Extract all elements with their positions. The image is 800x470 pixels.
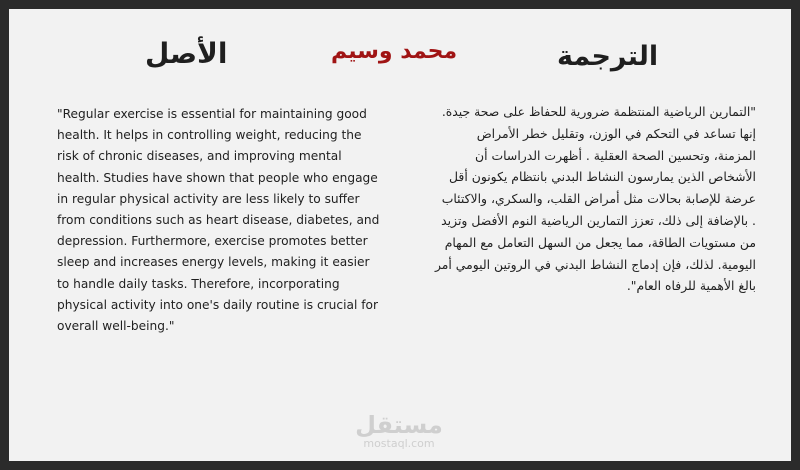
watermark-arabic: مستقل — [355, 411, 443, 439]
translation-heading: الترجمة — [557, 41, 659, 72]
author-name: محمد وسيم — [331, 39, 458, 64]
watermark-latin: mostaql.com — [363, 437, 435, 450]
original-text: "Regular exercise is essential for maintaining good health. It helps in controlling weight, reducing the risk of chronic diseases, and improving mental health. Studies have shown that people who engage in regular physical activity are less likely to suffer from conditions such as heart disease, diabetes, and depression. Furthermore, exercise promotes better sleep and increases energy levels, making it easier to handle daily tasks. Therefore, incorporating physical activity into one's daily routine is crucial for overall well-being." — [57, 107, 380, 334]
translated-text: "التمارين الرياضية المنتظمة ضرورية للحفاظ على صحة جيدة. إنها تساعد في التحكم في الوزن، وتقليل خطر الأمراض المزمنة، وتحسين الصحة العقلية . أظهرت الدراسات أن الأشخاص الذين يمارسون النشاط البدني بانتظام يكونون أقل عرضة للإصابة بحالات مثل أمراض القلب، والسكري، والاكتئاب . بالإضافة إلى ذلك، تعزز التمارين الرياضية النوم الأفضل وتزيد من مستويات الطاقة، مما يجعل من السهل التعامل مع المهام اليومية. لذلك، فإن إدماج النشاط البدني في الروتين اليومي أمر بالغ الأهمية للرفاه العام". — [434, 104, 756, 294]
content-card — [9, 9, 791, 461]
mostaql-watermark — [349, 412, 449, 450]
original-heading: الأصل — [145, 37, 228, 70]
